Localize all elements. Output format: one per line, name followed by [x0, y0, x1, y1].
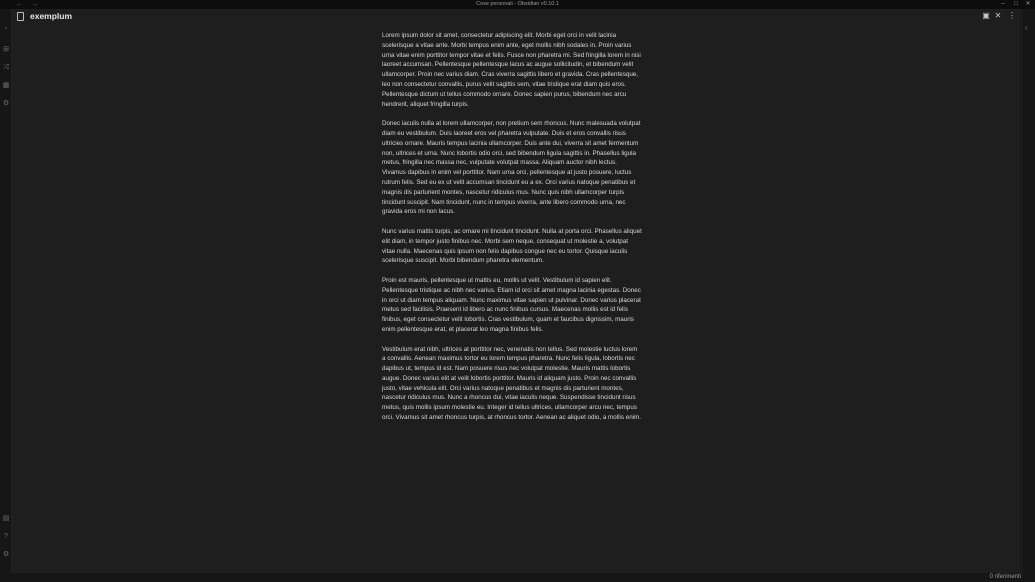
plugin-gear-icon[interactable]: ⚙: [2, 100, 10, 107]
calendar-icon[interactable]: ▦: [2, 82, 10, 89]
window-title: Cose personali - Obsidian v0.10.1: [476, 1, 559, 7]
settings-icon[interactable]: ⚙: [2, 551, 10, 558]
minimize-icon[interactable]: –: [1001, 1, 1005, 7]
file-icon: [17, 12, 24, 21]
note-content[interactable]: [382, 31, 642, 433]
status-bar: [0, 573, 1035, 582]
editor-pane: [12, 9, 1020, 573]
open-vault-icon[interactable]: ▤: [2, 515, 10, 522]
forward-arrow-icon[interactable]: →: [31, 1, 38, 8]
maximize-icon[interactable]: □: [1014, 1, 1018, 7]
sidebar-toggle-icon[interactable]: ›: [4, 25, 8, 32]
backlinks-count[interactable]: 0 riferimenti: [989, 574, 1021, 580]
right-sidebar-toggle-icon[interactable]: ‹: [1025, 23, 1028, 32]
paragraph: Proin est mauris, pellentesque ut mattis eu, mollis ut velit. Vestibulum id sapien elit. Pellentesque tristique ac nibh nec varius. Etiam id orci sit amet magna lacinia egestas. Donec in orci ut diam tempus aliquam. Nunc maximus vitae sapien ut pulvinar. Donec varius placerat metus sed facilisis. Praesent id libero ac nunc finibus cursus. Maecenas mollis est id felis finibus, eget consectetur velit lobortis. Cras vestibulum, quam et faucibus dignissim, mauris enim pellentesque erat, et placerat leo magna finibus felis.: [382, 276, 641, 333]
paragraph: Vestibulum erat nibh, ultrices at porttitor nec, venenatis non tellus. Sed molestie luctus lorem a convallis. Aenean maximus tortor eu lorem tempus pharetra. Nunc felis ligula, lobortis nec dapibus ut, tempus id est. Nam posuere risus nec volutpat molestie. Mauris mattis lobortis augue. Donec varius elit at velit lobortis porttitor. Mauris id aliquam justo. Proin nec convallis justo, vitae vehicula elit. Orci varius natoque penatibus et magnis dis parturient montes, nascetur ridiculus mus. Nunc a rhoncus dui, vitae iaculis neque. Suspendisse tincidunt risus metus, quis mollis ipsum molestie eu. Integer id tellus ultrices, ullamcorper arcu nec, tempus orci. Vivamus sit amet rhoncus turpis, at rhoncus tortor. Aenean ac aliquet odio, a mollis enim.: [382, 345, 642, 422]
left-ribbon: [0, 9, 12, 573]
note-title[interactable]: exemplum: [30, 11, 73, 21]
paragraph: Donec iaculis nulla at lorem ullamcorper, non pretium sem rhoncus. Nunc malesuada volutpat diam eu vestibulum. Duis laoreet eros vel pharetra vulputate. Duis et eros convallis risus ultricies ornare. Mauris tempus lacinia ullamcorper. Duis ante dui, viverra sit amet fermentum non, ultrices et urna. Nunc lobortis odio orci, sed bibendum ligula sagittis in. Phasellus ligula metus, fringilla nec massa nec, vulputate volutpat massa. Aliquam auctor nibh lectus. Vivamus dapibus in enim vel porttitor. Nam urna orci, pellentesque at justo posuere, luctus rutrum felis. Sed eu ex ut velit accumsan tincidunt eu a ex. Orci varius natoque penatibus et magnis dis parturient montes, nascetur ridiculus mus. Nunc quis nibh ullamcorper turpis tincidunt suscipit. Nam tincidunt, nunc in tempus viverra, ante libero commodo urna, nec gravida eros mi non lacus.: [382, 120, 641, 216]
pane-header: [12, 9, 1020, 23]
back-arrow-icon[interactable]: ←: [16, 1, 23, 8]
paragraph: Nunc varius mattis turpis, ac ornare mi tincidunt tincidunt. Nulla at porta orci. Phasellus aliquet elit diam, in tempor justo finibus nec. Morbi sem neque, consequat ut molestie a, volutpat vitae nulla. Maecenas quis ipsum non felis dapibus congue nec eu tortor. Quisque iaculis scelerisque suscipit. Morbi bibendum pharetra elementum.: [382, 227, 642, 265]
help-icon[interactable]: ?: [4, 533, 8, 540]
graph-view-icon[interactable]: ⊞: [3, 46, 9, 53]
preview-toggle-icon[interactable]: ▣: [982, 11, 990, 20]
paragraph: Lorem ipsum dolor sit amet, consectetur adipiscing elit. Morbi eget orci in velit lacinia scelerisque a vitae ante. Morbi tempus enim ante, eget mollis nibh sodales in. Proin varius urna vitae enim porttitor tempor vitae et felis. Fusce non pharetra mi. Sed fringilla lorem in nisi laoreet accumsan. Pellentesque pellentesque lacus ac augue sollicitudin, et bibendum velit ullamcorper. Proin nec varius diam. Cras viverra sagittis libero et gravida. Cras pellentesque, leo non consectetur convallis, purus velit sagittis sem, vitae tristique erat diam quis eros. Pellentesque dictum ut tellus commodo ornare. Donec sapien purus, bibendum nec arcu hendrerit, aliquet fringilla turpis.: [382, 32, 641, 108]
title-bar: [0, 0, 1035, 9]
random-note-icon[interactable]: ⤮: [3, 64, 9, 71]
right-ribbon: [1021, 9, 1035, 573]
close-window-icon[interactable]: ✕: [1025, 1, 1031, 7]
close-pane-icon[interactable]: ✕: [994, 11, 1002, 20]
more-options-icon[interactable]: ⋮: [1008, 11, 1016, 20]
